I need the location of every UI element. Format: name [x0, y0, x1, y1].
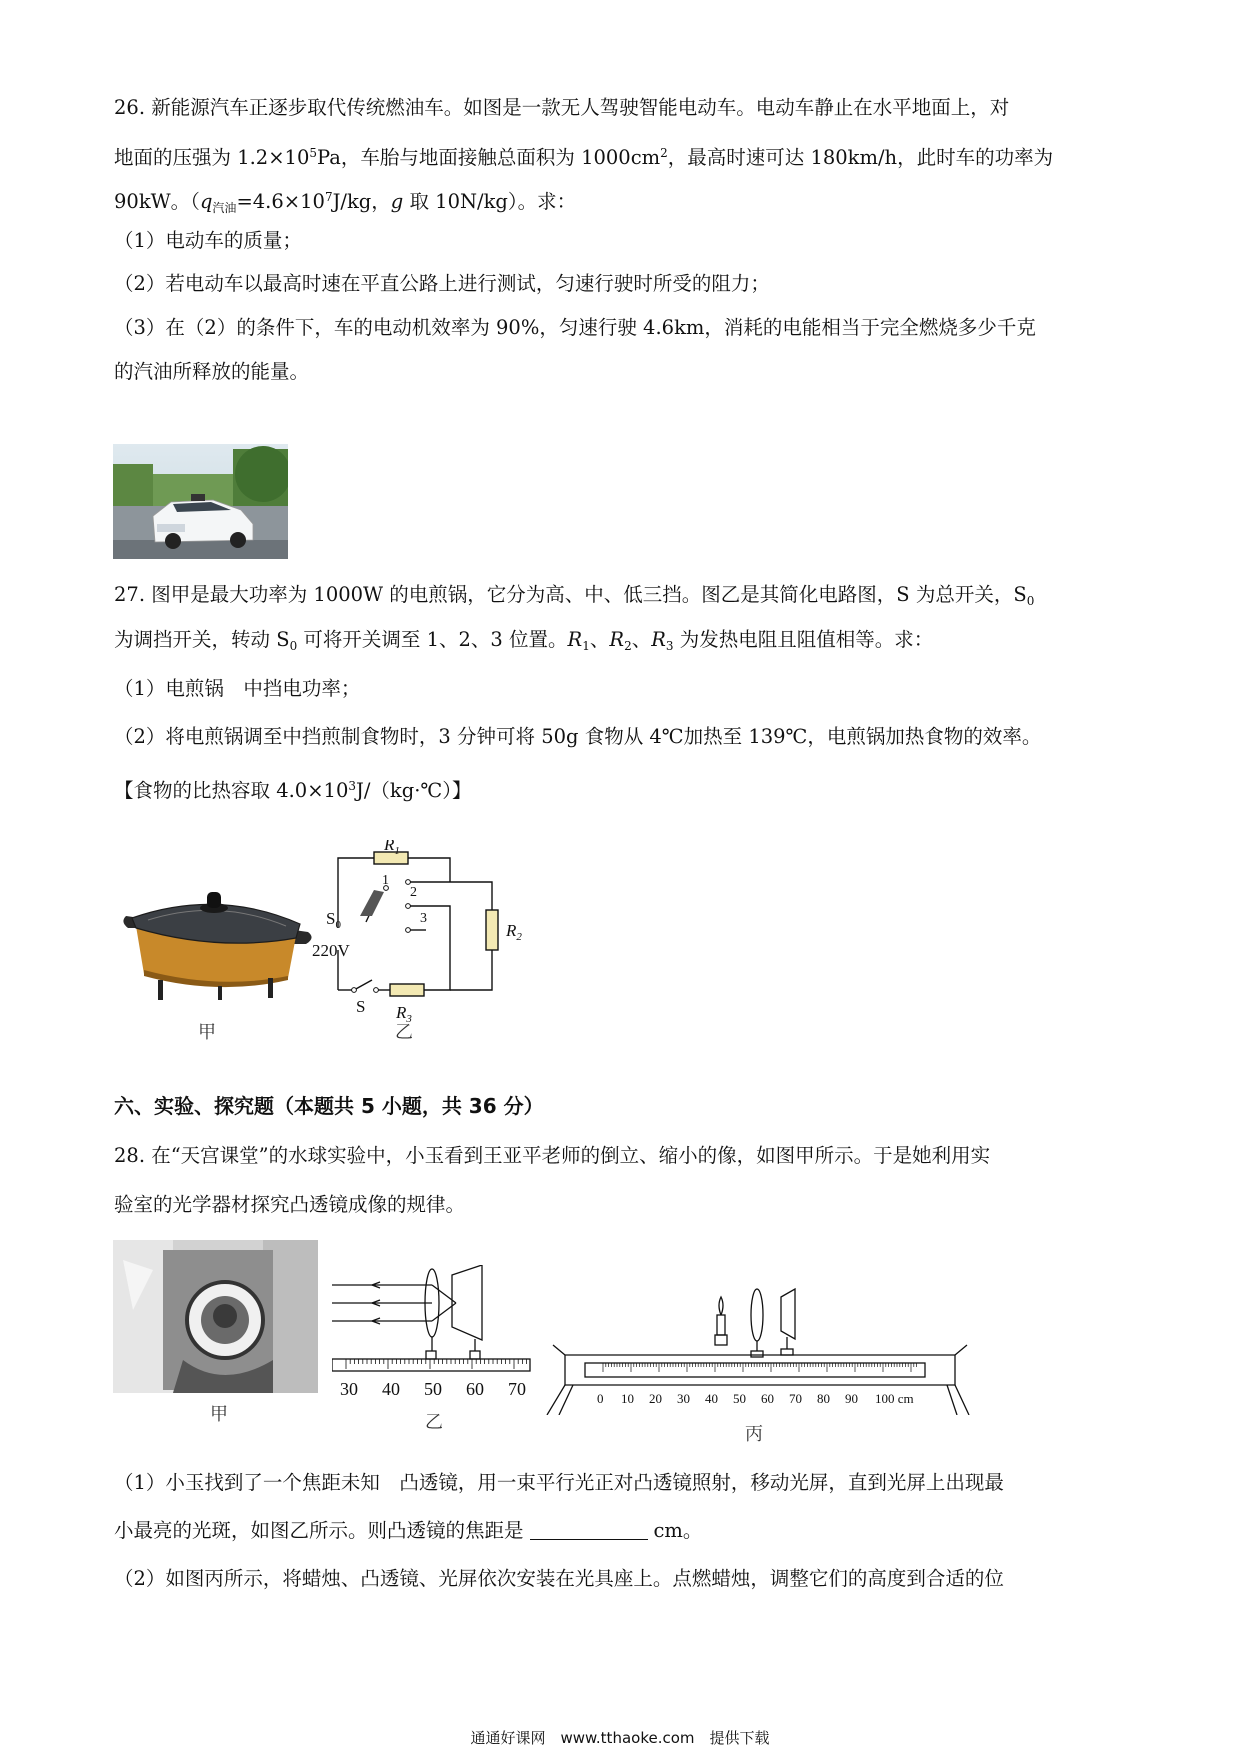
caption-jia-28: 甲: [210, 1404, 228, 1425]
page-footer: 通通好课网 www.tthaoke.com 提供下载: [470, 1729, 770, 1747]
q27-part3: 【食物的比热容取 $4.0\times 10^3J/(kg\cdot℃)$】: [114, 779, 472, 802]
label-220V: 220V: [312, 941, 350, 960]
q27-line1: 27. 图甲是最大功率为 1000W 的电煎锅，它分为高、中、低三挡。图乙是其简化电路图，S 为总开关，$S_0$: [114, 583, 1035, 608]
water-ball-photo: [113, 1240, 318, 1393]
ruler-bing-label-6: 60: [761, 1391, 774, 1406]
q28-line2: 验室的光学器材探究凸透镜成像的规律。: [114, 1193, 466, 1216]
q28-line1: 28. 在“天宫课堂”的水球实验中，小玉看到王亚平老师的倒立、缩小的像，如图甲所示。于是她利用实: [114, 1144, 991, 1167]
label-S: S: [356, 997, 366, 1016]
q28-part1a: （1）小玉找到了一个焦距未知 凸透镜，用一束平行光正对凸透镜照射，移动光屏，直到光屏上出现最: [114, 1471, 1004, 1494]
label-R3: $R_3$: [396, 1003, 412, 1025]
q26-line2: 地面的压强为 $1.2\times 10^5Pa$，车胎与地面接触总面积为 $1000cm^2$，最高时速可达 180km/h，此时车的功率为: [114, 146, 1054, 169]
ruler-bing-label-7: 70: [789, 1391, 802, 1406]
caption-yi-27: 乙: [395, 1022, 413, 1043]
caption-jia-27: 甲: [198, 1022, 216, 1043]
q26-part3b: 的汽油所释放的能量。: [114, 360, 310, 383]
ruler-bing-label-1: 10: [621, 1391, 634, 1406]
ruler-bing-label-0: 0: [597, 1391, 604, 1406]
ruler-yi-label-3: 60: [466, 1379, 484, 1399]
circuit-diagram: [310, 840, 540, 1030]
ruler-yi-label-2: 50: [424, 1379, 442, 1399]
ruler-bing-label-5: 50: [733, 1391, 746, 1406]
q26-line1: 26. 新能源汽车正逐步取代传统燃油车。如图是一款无人驾驶智能电动车。电动车静止在水平地面上，对: [114, 96, 1010, 119]
ruler-bing-label-10: 100 cm: [875, 1391, 914, 1406]
section-6-heading: 六、实验、探究题（本题共 5 小题，共 36 分）: [114, 1094, 544, 1118]
q28-part1b: 小最亮的光斑，如图乙所示。则凸透镜的焦距是 cm。: [114, 1519, 703, 1542]
ruler-bing-ticks: [603, 1363, 917, 1372]
ruler-yi-label-4: 70: [508, 1379, 526, 1399]
q28-part2: （2）如图丙所示，将蜡烛、凸透镜、光屏依次安装在光具座上。点燃蜡烛，调整它们的高度到合适的位: [114, 1567, 1004, 1590]
label-pos-1: 1: [382, 873, 389, 888]
q26-part2: （2）若电动车以最高时速在平直公路上进行测试，匀速行驶时所受的阻力；: [114, 272, 770, 295]
q26-part3a: （3）在（2）的条件下，车的电动机效率为 90%，匀速行驶 4.6km，消耗的电能相当于完全燃烧多少千克: [114, 316, 1036, 339]
focal-length-diagram: [332, 1265, 532, 1400]
optical-bench-diagram: [545, 1275, 975, 1415]
label-pos-3: 3: [420, 911, 427, 926]
ruler-bing-label-8: 80: [817, 1391, 830, 1406]
label-S0: $S_0$: [326, 909, 341, 931]
label-R1: $R_1$: [384, 840, 400, 857]
ruler-bing-label-4: 40: [705, 1391, 718, 1406]
q27-part2: （2）将电煎锅调至中挡煎制食物时，3 分钟可将 50g 食物从 4℃加热至 139℃，电煎锅加热食物的效率。: [114, 725, 1042, 748]
q26-line3: 90kW。（$q_{汽油}=4.6\times 10^7J/kg$，g 取 10N/kg）。求：: [114, 190, 577, 215]
caption-bing-28: 丙: [745, 1424, 763, 1445]
ruler-bing-label-3: 30: [677, 1391, 690, 1406]
label-pos-2: 2: [410, 885, 417, 900]
ruler-bing-label-9: 90: [845, 1391, 858, 1406]
ruler-bing-label-2: 20: [649, 1391, 662, 1406]
q27-part1: （1）电煎锅 中挡电功率；: [114, 677, 361, 700]
label-R2: $R_2$: [506, 921, 522, 943]
ruler-yi-ticks: [346, 1359, 527, 1369]
caption-yi-28: 乙: [425, 1412, 443, 1433]
ruler-yi-label-1: 40: [382, 1379, 400, 1399]
electric-pan-illustration: [118, 878, 313, 1006]
ruler-yi-label-0: 30: [340, 1379, 358, 1399]
q27-line2: 为调挡开关，转动 $S_0$ 可将开关调至 1、2、3 位置。$R_1$、$R_2$、$R_3$ 为发热电阻且阻值相等。求：: [114, 628, 934, 653]
q26-part1: （1）电动车的质量；: [114, 229, 302, 252]
answer-blank[interactable]: [530, 1521, 648, 1540]
car-photo: [113, 444, 288, 559]
